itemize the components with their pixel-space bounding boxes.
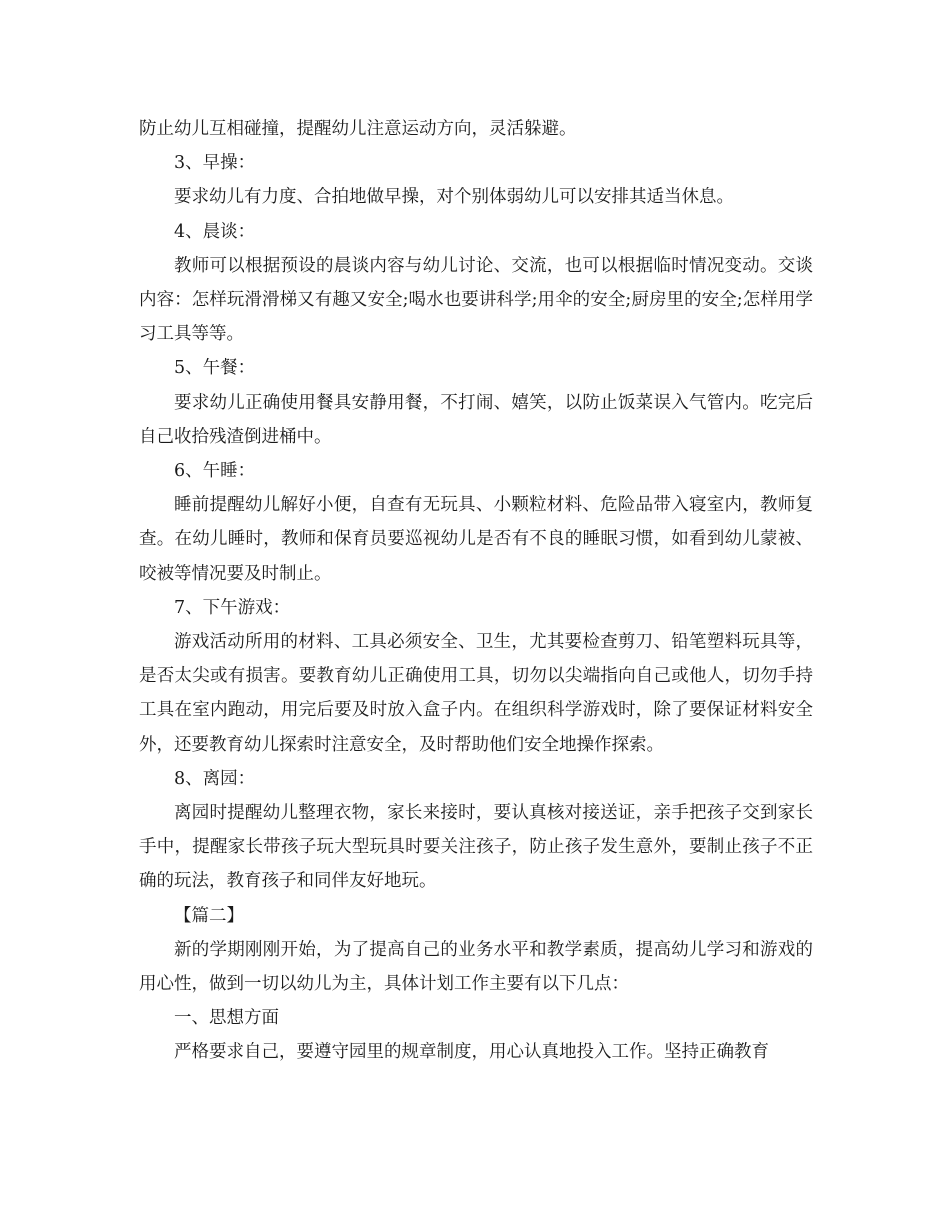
- paragraph-nap: 睡前提醒幼儿解好小便，自查有无玩具、小颗粒材料、危险品带入寝室内，教师复查。在幼儿睡时，教师和保育员要巡视幼儿是否有不良的睡眠习惯，如看到幼儿蒙被、咬被等情况要及时制止。: [139, 495, 813, 584]
- heading-morning-talk: 4、晨谈：: [174, 221, 256, 242]
- paragraph-ideology: 严格要求自己，要遵守园里的规章制度，用心认真地投入工作。坚持正确教育: [174, 1042, 769, 1063]
- document-body: [139, 112, 813, 1070]
- heading-afternoon-games: 7、下午游戏：: [174, 597, 291, 618]
- heading-leaving: 8、离园：: [174, 768, 256, 789]
- heading-lunch: 5、午餐：: [174, 358, 256, 379]
- heading-nap: 6、午睡：: [174, 461, 256, 482]
- section-heading-part-two: 【篇二】: [174, 905, 244, 926]
- paragraph-morning-exercise: 要求幼儿有力度、合拍地做早操，对个别体弱幼儿可以安排其适当休息。: [174, 187, 734, 208]
- paragraph-collision-note: 防止幼儿互相碰撞，提醒幼儿注意运动方向，灵活躲避。: [139, 119, 577, 139]
- paragraph-leaving: 离园时提醒幼儿整理衣物，家长来接时，要认真核对接送证，亲手把孩子交到家长手中，提醒家长带孩子玩大型玩具时要关注孩子，防止孩子发生意外，要制止孩子不正确的玩法，教育孩子和同伴友好地玩。: [139, 803, 813, 892]
- paragraph-afternoon-games: 游戏活动所用的材料、工具必须安全、卫生，尤其要检查剪刀、铅笔塑料玩具等，是否太尖或有损害。要教育幼儿正确使用工具，切勿以尖端指向自己或他人，切勿手持工具在室内跑动，用完后要及时放入盒子内。在组织科学游戏时，除了要保证材料安全外，还要教育幼儿探索时注意安全，及时帮助他们安全地操作探索。: [139, 632, 813, 755]
- paragraph-lunch: 要求幼儿正确使用餐具安静用餐，不打闹、嬉笑，以防止饭菜误入气管内。吃完后自己收拾残渣倒进桶中。: [139, 392, 813, 447]
- paragraph-new-semester: 新的学期刚刚开始，为了提高自己的业务水平和教学素质，提高幼儿学习和游戏的用心性，做到一切以幼儿为主，具体计划工作主要有以下几点：: [139, 939, 813, 995]
- paragraph-morning-talk: 教师可以根据预设的晨谈内容与幼儿讨论、交流，也可以根据临时情况变动。交谈内容：怎样玩滑滑梯又有趣又安全;喝水也要讲科学;用伞的安全;厨房里的安全;怎样用学习工具等等。: [139, 255, 813, 345]
- heading-ideology: 一、思想方面: [174, 1008, 279, 1029]
- heading-morning-exercise: 3、早操：: [174, 153, 256, 174]
